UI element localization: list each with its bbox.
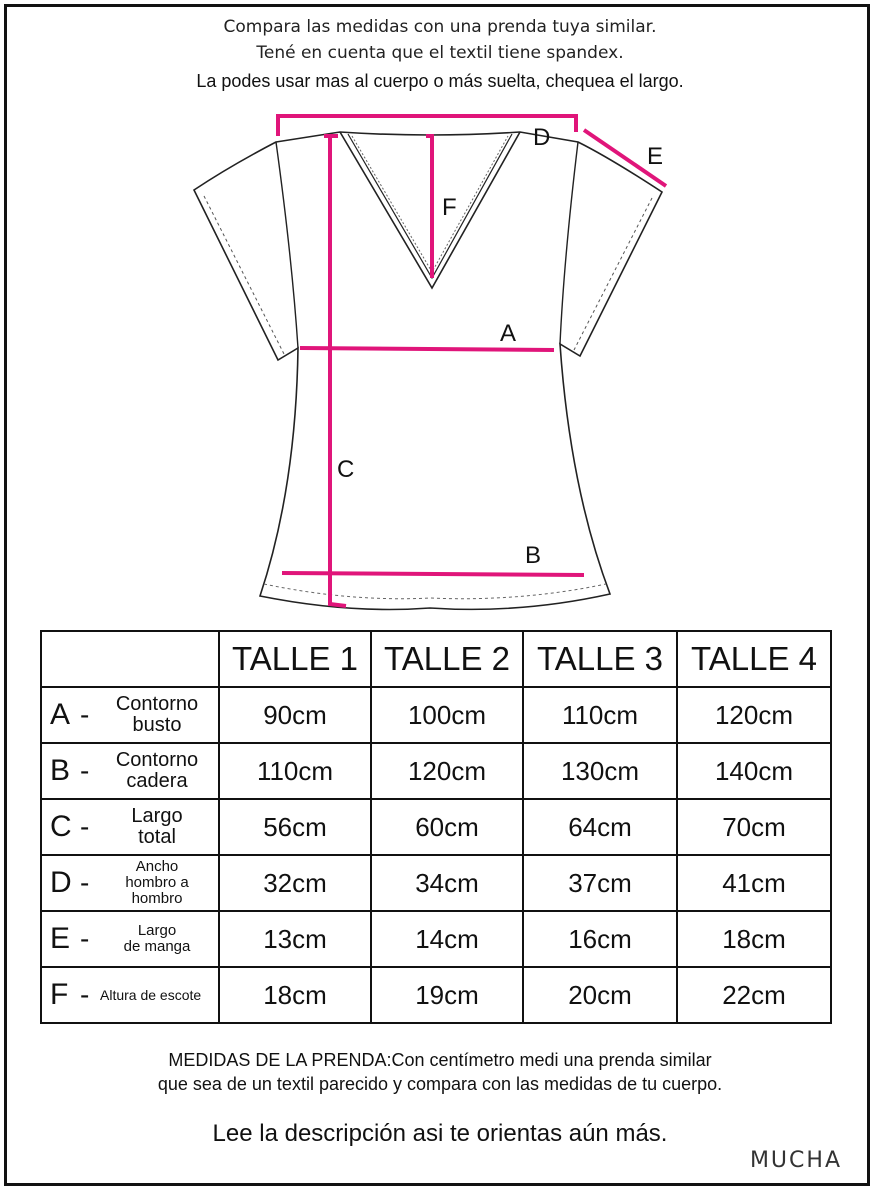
row-desc: Contorno busto [115, 693, 199, 736]
cell-value: 32cm [219, 855, 371, 911]
row-dash: - [80, 979, 90, 1010]
label-c: C [337, 456, 355, 483]
row-dash: - [80, 699, 90, 730]
label-a: A [500, 320, 517, 347]
cell-value: 60cm [371, 799, 523, 855]
row-dash: - [80, 811, 90, 842]
row-desc: Largo total [131, 805, 183, 848]
cell-value: 130cm [523, 743, 677, 799]
size-table [40, 630, 832, 1024]
cell-value: 20cm [523, 967, 677, 1023]
shirt-diagram [180, 108, 700, 620]
cell-value: 19cm [371, 967, 523, 1023]
cell-value: 120cm [677, 687, 831, 743]
row-letter: B [50, 754, 71, 787]
row-letter: D [50, 866, 72, 899]
header-talle-2: TALLE 2 [371, 631, 523, 687]
cell-value: 110cm [523, 687, 677, 743]
cell-value: 110cm [219, 743, 371, 799]
cell-value: 41cm [677, 855, 831, 911]
row-desc: Ancho hombro a hombro [125, 858, 189, 907]
row-desc: Largo de manga [123, 922, 191, 955]
intro-line-2: Tené en cuenta que el textil tiene spandex. [256, 43, 624, 63]
row-label-d [41, 855, 219, 911]
intro-line-1: Compara las medidas con una prenda tuya similar. [223, 17, 657, 37]
label-b: B [525, 542, 542, 569]
table-row [41, 799, 831, 855]
table-row [41, 911, 831, 967]
cell-value: 64cm [523, 799, 677, 855]
row-dash: - [80, 755, 90, 786]
table-row [41, 687, 831, 743]
cell-value: 37cm [523, 855, 677, 911]
table-header-row [41, 631, 831, 687]
row-label-a [41, 687, 219, 743]
label-e: E [647, 143, 664, 170]
header-talle-4: TALLE 4 [677, 631, 831, 687]
footer-line-1: MEDIDAS DE LA PRENDA:Con centímetro medi una prenda similar [168, 1050, 712, 1070]
row-letter: A [50, 698, 71, 731]
brand-logo-text: MUCHA [749, 1148, 842, 1173]
cell-value: 56cm [219, 799, 371, 855]
footer-line-3: Lee la descripción asi te orientas aún más. [212, 1120, 668, 1147]
header-talle-3: TALLE 3 [523, 631, 677, 687]
table-row [41, 855, 831, 911]
row-label-b [41, 743, 219, 799]
row-dash: - [80, 923, 90, 954]
label-d: D [533, 124, 551, 151]
cell-value: 120cm [371, 743, 523, 799]
cell-value: 16cm [523, 911, 677, 967]
cell-value: 22cm [677, 967, 831, 1023]
row-letter: F [50, 978, 69, 1011]
cell-value: 13cm [219, 911, 371, 967]
row-label-e [41, 911, 219, 967]
row-desc: Contorno cadera [115, 749, 199, 792]
footer-line-2: que sea de un textil parecido y compara con las medidas de tu cuerpo. [157, 1074, 723, 1094]
row-letter: C [50, 810, 72, 843]
row-label-c [41, 799, 219, 855]
cell-value: 70cm [677, 799, 831, 855]
measure-lines [278, 116, 666, 606]
cell-value: 90cm [219, 687, 371, 743]
row-dash: - [80, 867, 90, 898]
cell-value: 18cm [219, 967, 371, 1023]
intro-line-3: La podes usar mas al cuerpo o más suelta, chequea el largo. [196, 71, 684, 91]
cell-value: 100cm [371, 687, 523, 743]
cell-value: 14cm [371, 911, 523, 967]
cell-value: 140cm [677, 743, 831, 799]
cell-value: 18cm [677, 911, 831, 967]
table-row [41, 967, 831, 1023]
table-row [41, 743, 831, 799]
cell-value: 34cm [371, 855, 523, 911]
row-letter: E [50, 922, 71, 955]
shirt-outline [180, 108, 700, 620]
header-talle-1: TALLE 1 [219, 631, 371, 687]
row-desc: Altura de escote [100, 986, 202, 1003]
label-f: F [442, 194, 457, 221]
row-label-f [41, 967, 219, 1023]
header-empty [41, 631, 219, 687]
